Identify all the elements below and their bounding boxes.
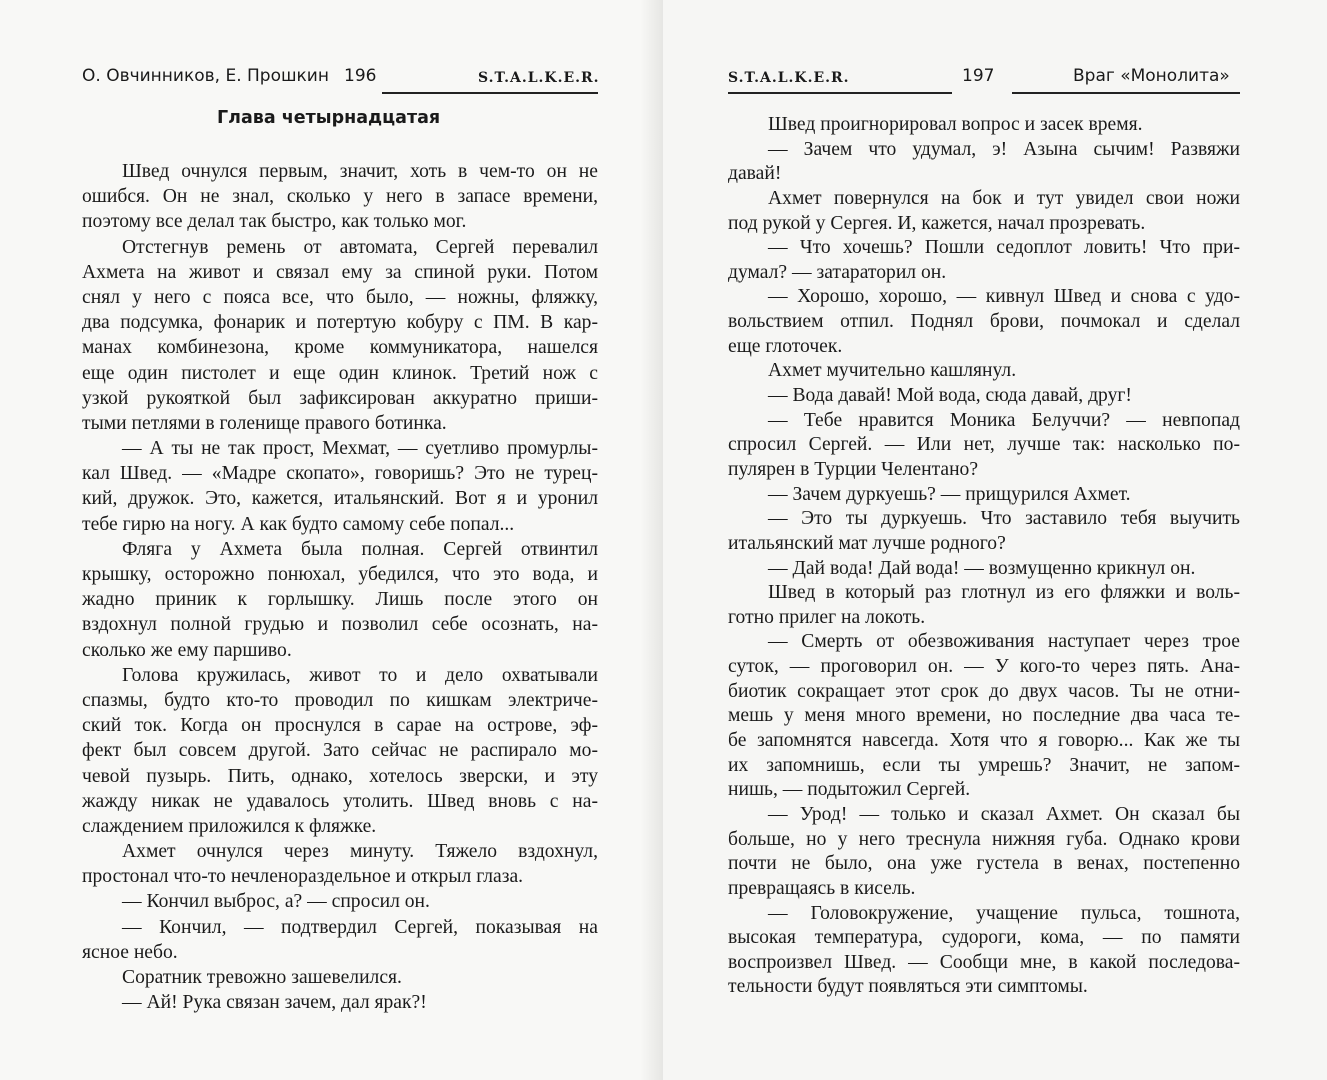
header-rule xyxy=(1012,92,1240,94)
running-header-left xyxy=(82,62,598,96)
text-line: ский ток. Когда он проснулся в сарае на острове, эф- xyxy=(82,715,598,737)
page-number: 196 xyxy=(344,66,377,86)
text-line: спросил Сергей. — Или нет, лучше так: насколько по- xyxy=(728,434,1240,456)
text-line: ясное небо. xyxy=(82,941,178,963)
text-line: суток, — проговорил он. — У кого-то через пять. Ана- xyxy=(728,656,1240,678)
text-line: нишь, — подытожил Сергей. xyxy=(728,779,971,801)
text-line: ошибся. Он не знал, сколько у него в запасе времени, xyxy=(82,186,598,208)
running-header-right xyxy=(728,62,1240,96)
text-line: — А ты не так прост, Мехмат, — суетливо промурлы- xyxy=(122,438,598,460)
page-number: 197 xyxy=(962,66,995,86)
text-line: Швед в который раз глотнул из его фляжки и воль- xyxy=(768,582,1240,604)
text-line: вздохнул полной грудью и позволил себе осознать, на- xyxy=(82,614,598,636)
text-line: крышку, осторожно понюхал, убедился, что это вода, и xyxy=(82,564,598,585)
text-line: слаждением приложился к фляжке. xyxy=(82,815,377,837)
text-line: Фляга у Ахмета была полная. Сергей отвинтил xyxy=(122,538,598,560)
text-line: Отстегнув ремень от автомата, Сергей перевалил xyxy=(122,236,598,258)
text-line: — Кончил, — подтвердил Сергей, показывая на xyxy=(122,916,598,938)
text-line: — Хорошо, хорошо, — кивнул Швед и снова с удо- xyxy=(768,286,1240,308)
text-line: воспроизвел Швед. — Сообщи мне, в какой последова- xyxy=(728,951,1240,973)
text-line: — Вода давай! Мой вода, сюда давай, друг! xyxy=(768,385,1132,407)
text-line: — Тебе нравится Моника Белуччи? — невпопад xyxy=(768,409,1240,431)
text-line: — Что хочешь? Пошли седоплот ловить! Что при- xyxy=(768,237,1240,259)
text-line: итальянский мат лучше родного? xyxy=(728,532,1006,554)
text-line: — Кончил выброс, а? — спросил он. xyxy=(122,891,430,913)
text-line: кий, дружок. Это, кажется, итальянский. Вот я и уронил xyxy=(82,488,598,510)
text-line: спазмы, будто кто-то проводил по кишкам электриче- xyxy=(82,689,598,711)
text-line: — Зачем что удумал, э! Азына сычим! Развяжи xyxy=(768,138,1240,160)
text-line: сколько же ему паршиво. xyxy=(82,639,292,661)
text-line: Ахмет повернулся на бок и тут увидел свои ножи xyxy=(768,187,1240,209)
text-line: — Это ты дуркуешь. Что заставило тебя выучить xyxy=(768,508,1240,530)
text-line: Швед проигнорировал вопрос и засек время. xyxy=(768,114,1143,135)
text-line: Ахмета на живот и связал ему за спиной руки. Потом xyxy=(82,261,598,283)
text-line: простонал что-то нечленораздельное и открыл глаза. xyxy=(82,866,524,888)
text-line: — Урод! — только и сказал Ахмет. Он сказал бы xyxy=(768,803,1240,825)
text-line: бе запомнятся навсегда. Хотя что я говорю... Как же ты xyxy=(728,730,1240,752)
series-title: S.T.A.L.K.E.R. xyxy=(478,70,600,86)
text-line: еще один пистолет и еще один клинок. Третий нож с xyxy=(82,362,598,384)
text-line: почти не было, она уже густела в венах, постепенно xyxy=(728,853,1240,875)
text-line: кал Швед. — «Мадре скопато», говоришь? Это не турец- xyxy=(82,463,598,485)
text-line: жадно приник к горлышку. Лишь после этого он xyxy=(82,589,598,611)
text-line: — Головокружение, учащение пульса, тошнота, xyxy=(768,902,1240,924)
text-line: два подсумка, фонарик и потертую кобуру с ПМ. В кар- xyxy=(82,312,598,334)
book-title: Враг «Монолита» xyxy=(1073,66,1230,86)
left-page xyxy=(0,0,663,1080)
text-line: узкой рукояткой был зафиксирован аккуратно приши- xyxy=(82,387,598,409)
series-title: S.T.A.L.K.E.R. xyxy=(728,70,850,86)
text-line: — Дай вода! Дай вода! — возмущенно крикнул он. xyxy=(768,557,1196,579)
text-line: Ахмет мучительно кашлянул. xyxy=(768,360,1017,382)
text-line: больше, но у него треснула нижняя губа. Однако крови xyxy=(728,828,1240,850)
text-line: Ахмет очнулся через минуту. Тяжело вздохнул, xyxy=(122,841,598,863)
text-line: манах комбинезона, кроме коммуникатора, нашелся xyxy=(82,337,598,359)
text-line: фект был совсем другой. Зато сейчас не распирало мо- xyxy=(82,740,598,762)
authors: О. Овчинников, Е. Прошкин xyxy=(82,66,329,86)
text-line: тельности будут появляться эти симптомы. xyxy=(728,976,1088,998)
text-line: под рукой у Сергея. И, кажется, начал прозревать. xyxy=(728,212,1146,234)
text-line: Соратник тревожно зашевелился. xyxy=(122,967,402,988)
chapter-title: Глава четырнадцатая xyxy=(217,108,441,128)
body-text xyxy=(82,159,598,1015)
text-line: высокая температура, судороги, кома, — по памяти xyxy=(728,927,1240,949)
text-line: тыми петлями в голенище правого ботинка. xyxy=(82,412,447,434)
body-text xyxy=(728,113,1240,1000)
right-page xyxy=(663,0,1327,1080)
text-line: давай! xyxy=(728,163,782,185)
text-line: пулярен в Турции Челентано? xyxy=(728,458,979,480)
text-line: биотик сокращает этот срок до двух часов. Ты не отни- xyxy=(728,680,1240,702)
text-line: думал? — затараторил он. xyxy=(728,261,947,283)
text-line: их запомнишь, если ты умрешь? Значит, не запом- xyxy=(728,754,1240,776)
text-line: чевой пузырь. Пить, однако, хотелось зверски, и эту xyxy=(82,765,598,787)
text-line: превращаясь в кисель. xyxy=(728,877,916,899)
header-rule xyxy=(728,92,952,94)
text-line: готно прилег на локоть. xyxy=(728,606,926,628)
text-line: жажду никак не удавалось утолить. Швед вновь с на- xyxy=(82,790,598,812)
text-line: — Ай! Рука связан зачем, дал ярак?! xyxy=(122,992,427,1014)
text-line: поэтому все делал так быстро, как только мог. xyxy=(82,211,467,233)
text-line: мешь у меня много времени, но последние два часа те- xyxy=(728,705,1240,727)
text-line: снял у него с пояса все, что было, — ножны, фляжку, xyxy=(82,286,598,308)
text-line: еще глоточек. xyxy=(728,335,843,357)
text-line: тебе гирю на ногу. А как будто самому себе попал... xyxy=(82,513,515,535)
text-line: — Смерть от обезвоживания наступает через трое xyxy=(768,631,1240,653)
header-rule xyxy=(382,92,598,94)
text-line: Голова кружилась, живот то и дело охватывали xyxy=(122,664,598,686)
text-line: Швед очнулся первым, значит, хоть в чем-то он не xyxy=(122,161,598,182)
text-line: — Зачем дуркуешь? — прищурился Ахмет. xyxy=(768,483,1131,505)
text-line: вольствием отпил. Поднял брови, почмокал и сделал xyxy=(728,311,1240,333)
